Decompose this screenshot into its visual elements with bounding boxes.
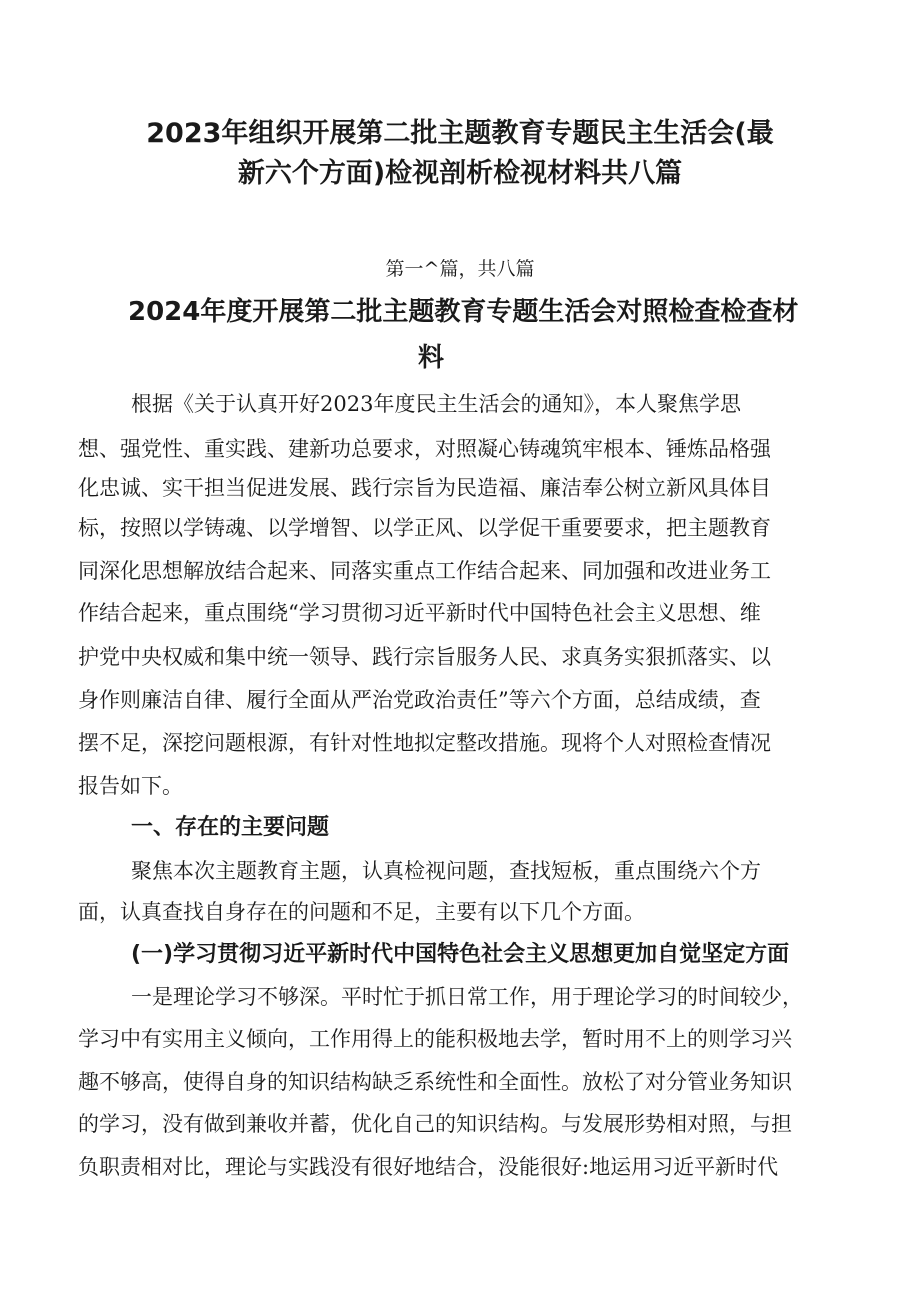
intro-line: 报告如下。 [78, 774, 183, 798]
intro-line: 想、强党性、重实践、建新功总要求，对照凝心铸魂筑牢根本、锤炼品格强 [78, 437, 771, 461]
subsection-line: 负职责相对比，理论与实践没有很好地结合，没能很好:地运用习近平新时代 [78, 1155, 779, 1179]
intro-line: 标，按照以学铸魂、以学增智、以学正风、以学促干重要要求，把主题教育 [78, 516, 771, 540]
intro-line: 摆不足，深挖问题根源，有针对性地拟定整改措施。现将个人对照检查情况 [78, 731, 771, 755]
intro-line: 作结合起来，重点围绕“学习贯彻习近平新时代中国特色社会主义思想、维 [78, 601, 761, 625]
article-heading-line-2: 料 [418, 343, 445, 373]
subsection-line: 趣不够高，使得自身的知识结构缺乏系统性和全面性。放松了对分管业务知识 [78, 1070, 792, 1094]
intro-line: 化忠诚、实干担当促进发展、践行宗旨为民造福、廉洁奉公树立新风具体目 [78, 476, 771, 500]
subsection-heading: (一)学习贯彻习近平新时代中国特色社会主义思想更加自觉坚定方面 [131, 942, 790, 967]
section-line: 聚焦本次主题教育主题，认真检视问题，查找短板，重点围绕六个方 [131, 859, 761, 883]
subsection-line: 一是理论学习不够深。平时忙于抓日常工作，用于理论学习的时间较少， [131, 985, 803, 1009]
document-title-line-1: 2023年组织开展第二批主题教育专题民主生活会(最 [146, 118, 774, 149]
subsection-line: 学习中有实用主义倾向，工作用得上的能积极地去学，暂时用不上的则学习兴 [78, 1027, 792, 1051]
article-index-subtitle: 第一^篇，共八篇 [385, 258, 535, 280]
subsection-line: 的学习，没有做到兼收并蓄，优化自己的知识结构。与发展形势相对照，与担 [78, 1112, 792, 1136]
intro-line: 身作则廉洁自律、履行全面从严治党政治责任”等六个方面，总结成绩，查 [78, 688, 761, 712]
document-title-line-2: 新六个方面)检视剖析检视材料共八篇 [237, 158, 683, 189]
intro-line: 护党中央权威和集中统一领导、践行宗旨服务人民、求真务实狠抓落实、以 [78, 645, 771, 669]
intro-line: 根据《关于认真开好2023年度民主生活会的通知》，本人聚焦学思 [131, 392, 741, 416]
article-heading-line-1: 2024年度开展第二批主题教育专题生活会对照检查检查材 [128, 297, 799, 327]
section-line: 面，认真查找自身存在的问题和不足，主要有以下几个方面。 [78, 900, 645, 924]
intro-line: 同深化思想解放结合起来、同落实重点工作结合起来、同加强和改进业务工 [78, 559, 771, 583]
section-heading: 一、存在的主要问题 [131, 815, 330, 840]
